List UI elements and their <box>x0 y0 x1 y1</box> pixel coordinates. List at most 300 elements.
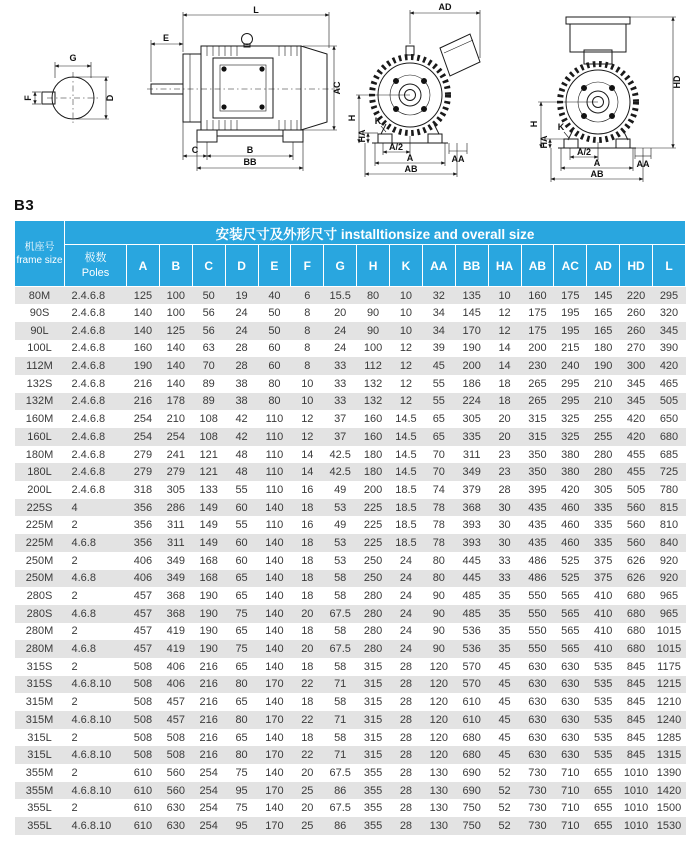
table-row <box>15 605 686 623</box>
dim-label-h: H <box>347 114 357 122</box>
dimension-cell: 160 <box>133 342 153 355</box>
dimension-cell: 550 <box>528 607 547 620</box>
frame-size-cell: 90S <box>29 307 50 320</box>
dimension-cell: 20 <box>498 413 511 426</box>
poles-header-cn: 极数 <box>84 251 107 264</box>
dimension-cell: 295 <box>561 395 580 408</box>
dimension-cell: 12 <box>399 377 413 390</box>
dimension-cell: 28 <box>399 784 413 797</box>
dimension-cell: 379 <box>462 483 481 496</box>
dimension-cell: 355 <box>363 766 383 779</box>
dimension-cell: 90 <box>366 324 380 337</box>
dimension-cell: 920 <box>659 572 679 585</box>
poles-cell: 2.4.6.8 <box>71 360 106 373</box>
dimension-cell: 630 <box>561 696 580 709</box>
dimension-cell: 30 <box>498 501 511 514</box>
dimension-cell: 34 <box>432 324 445 337</box>
dimension-cell: 58 <box>334 590 347 603</box>
dimension-cell: 28 <box>235 360 248 373</box>
dimension-cell: 120 <box>429 731 448 744</box>
dimension-cell: 565 <box>561 590 580 603</box>
column-header-k: K <box>390 245 423 287</box>
dimension-cell: 130 <box>429 802 448 815</box>
dimension-cell: 8 <box>304 360 311 373</box>
dimension-cell: 28 <box>399 678 413 691</box>
frame-size-cell: 250M <box>25 572 54 585</box>
dimension-cell: 190 <box>462 342 481 355</box>
poles-header <box>65 245 127 287</box>
dimension-cell: 110 <box>265 430 284 443</box>
table-row <box>15 304 686 322</box>
dimension-cell: 254 <box>199 819 218 832</box>
dimension-cell: 630 <box>561 713 580 726</box>
dimension-cell: 1285 <box>656 731 682 744</box>
dimension-cell: 550 <box>528 625 547 638</box>
column-header-f: F <box>291 245 324 287</box>
dimension-cell: 112 <box>364 360 382 373</box>
dimension-cell: 393 <box>462 519 481 532</box>
dimension-cell: 315 <box>363 678 383 691</box>
dimension-cell: 28 <box>498 483 511 496</box>
dimension-cell: 410 <box>594 590 613 603</box>
dimension-cell: 120 <box>429 713 448 726</box>
dimension-cell: 170 <box>265 819 284 832</box>
poles-cell: 4 <box>71 501 78 514</box>
dimension-cell: 45 <box>498 696 511 709</box>
dimension-cell: 18.5 <box>395 501 417 514</box>
dimension-cell: 78 <box>432 536 445 549</box>
dimension-cell: 486 <box>528 554 547 567</box>
dimension-cell: 89 <box>202 377 215 390</box>
dimension-cell: 24 <box>399 572 413 585</box>
dimension-cell: 254 <box>199 802 218 815</box>
dimension-cell: 315 <box>363 696 383 709</box>
dimension-cell: 349 <box>462 466 481 479</box>
dimension-cell: 508 <box>133 696 153 709</box>
dimension-cell: 45 <box>498 678 511 691</box>
dimension-cell: 22 <box>301 678 314 691</box>
column-header-c: C <box>192 245 225 287</box>
dimension-cell: 730 <box>528 819 547 832</box>
dimension-cell: 90 <box>432 590 445 603</box>
dimension-cell: 318 <box>133 483 153 496</box>
frame-size-cell: 315L <box>27 749 52 762</box>
dimension-cell: 140 <box>265 643 284 656</box>
dimension-cell: 58 <box>334 731 347 744</box>
dimension-cell: 311 <box>167 519 185 532</box>
dimension-cell: 35 <box>498 643 511 656</box>
dimension-cell: 38 <box>235 395 248 408</box>
dimension-cell: 435 <box>528 501 547 514</box>
dimension-cell: 56 <box>202 324 215 337</box>
table-row <box>15 516 686 534</box>
dimension-cell: 18 <box>301 660 314 673</box>
dimension-cell: 279 <box>133 466 153 479</box>
dimension-cell: 295 <box>659 289 679 302</box>
table-row <box>15 587 686 605</box>
dimension-table-body <box>15 287 686 835</box>
dimension-cell: 53 <box>334 554 347 567</box>
dimension-cell: 710 <box>561 802 580 815</box>
dimension-cell: 410 <box>594 643 613 656</box>
dimension-cell: 570 <box>462 660 481 673</box>
dimension-cell: 265 <box>528 377 547 390</box>
column-header-ac: AC <box>554 245 587 287</box>
table-row <box>15 463 686 481</box>
dimension-cell: 18 <box>301 536 314 549</box>
dimension-cell: 10 <box>301 395 314 408</box>
frame-size-cell: 132S <box>26 377 53 390</box>
dimension-cell: 71 <box>334 678 347 691</box>
dimension-cell: 110 <box>265 466 284 479</box>
dimension-cell: 120 <box>429 749 448 762</box>
dimension-cell: 419 <box>166 643 185 656</box>
column-header-g: G <box>324 245 357 287</box>
dimension-cell: 80 <box>268 395 281 408</box>
dimension-cell: 335 <box>594 519 613 532</box>
dimension-cell: 180 <box>363 448 383 461</box>
dimension-cell: 305 <box>594 483 613 496</box>
dimension-cell: 175 <box>528 307 547 320</box>
dimension-cell: 355 <box>363 819 383 832</box>
dimension-cell: 90 <box>366 307 380 320</box>
frame-size-header-en: frame size <box>16 254 63 266</box>
frame-size-cell: 90L <box>30 324 49 337</box>
dimension-cell: 1210 <box>656 696 682 709</box>
dimension-cell: 1015 <box>656 643 682 656</box>
dimension-cell: 1010 <box>623 766 649 779</box>
dimension-cell: 254 <box>133 430 153 443</box>
dimension-cell: 250 <box>363 554 383 567</box>
dimension-cell: 24 <box>399 590 413 603</box>
dimension-cell: 86 <box>334 784 347 797</box>
dimension-cell: 10 <box>399 324 413 337</box>
frame-size-cell: 315L <box>27 731 52 744</box>
dimension-cell: 710 <box>561 766 580 779</box>
dimension-cell: 33 <box>334 377 347 390</box>
frame-size-cell: 315M <box>25 696 54 709</box>
dimension-cell: 24 <box>334 324 347 337</box>
dimension-cell: 56 <box>202 307 215 320</box>
table-row <box>15 340 686 358</box>
dimension-cell: 315 <box>363 731 383 744</box>
poles-cell: 2.4.6.8 <box>71 483 106 496</box>
dimension-cell: 280 <box>363 643 383 656</box>
dimension-cell: 350 <box>528 448 547 461</box>
dimension-cell: 48 <box>235 466 248 479</box>
dimension-cell: 28 <box>399 766 413 779</box>
dimension-cell: 100 <box>166 289 185 302</box>
dimension-cell: 28 <box>399 713 413 726</box>
dimension-cell: 132 <box>363 377 383 390</box>
table-row <box>15 640 686 658</box>
dimension-cell: 160 <box>363 430 383 443</box>
column-header-row <box>15 245 686 287</box>
dim-label-aa2: AA <box>636 159 650 169</box>
dimension-cell: 570 <box>462 678 481 691</box>
dimension-cell: 525 <box>561 572 580 585</box>
dimension-cell: 19 <box>235 289 248 302</box>
dimension-cell: 18 <box>301 731 314 744</box>
poles-cell: 2 <box>71 696 78 709</box>
dimension-cell: 60 <box>235 536 248 549</box>
dimension-cell: 375 <box>594 554 613 567</box>
dim-label-bb: BB <box>243 157 257 167</box>
column-header-l: L <box>653 245 686 287</box>
dimension-cell: 465 <box>659 377 679 390</box>
dimension-cell: 140 <box>265 766 284 779</box>
dimension-cell: 420 <box>561 483 580 496</box>
dimension-cell: 535 <box>594 660 613 673</box>
dimension-cell: 270 <box>626 342 646 355</box>
dimension-cell: 140 <box>265 554 284 567</box>
dimension-cell: 120 <box>429 660 448 673</box>
dimension-cell: 1010 <box>623 784 649 797</box>
poles-cell: 4.6.8.10 <box>71 819 112 832</box>
dimension-cell: 53 <box>334 501 347 514</box>
dimension-cell: 90 <box>432 607 445 620</box>
column-header-a: A <box>127 245 160 287</box>
dimension-cell: 406 <box>133 554 153 567</box>
dimension-cell: 195 <box>561 324 580 337</box>
dimension-cell: 279 <box>133 448 153 461</box>
dim-label-e: E <box>162 33 170 43</box>
dimension-cell: 24 <box>334 342 347 355</box>
frame-size-cell: 80M <box>28 289 51 302</box>
dimension-cell: 24 <box>399 554 413 567</box>
frame-size-cell: 200L <box>27 483 52 496</box>
dimension-cell: 28 <box>399 749 413 762</box>
dimension-cell: 250 <box>363 572 383 585</box>
dimension-cell: 395 <box>528 483 547 496</box>
dimension-cell: 170 <box>265 678 284 691</box>
dimension-cell: 24 <box>235 307 248 320</box>
table-header <box>15 221 686 287</box>
dimension-cell: 460 <box>561 501 580 514</box>
dimension-cell: 20 <box>334 307 347 320</box>
dimension-cell: 630 <box>561 749 580 762</box>
dimension-cell: 67.5 <box>329 802 351 815</box>
dimension-cell: 610 <box>133 802 153 815</box>
dimension-cell: 920 <box>659 554 679 567</box>
dimension-cell: 178 <box>166 395 185 408</box>
dimension-cell: 680 <box>462 731 481 744</box>
dimension-cell: 80 <box>235 749 248 762</box>
dimension-cell: 315 <box>363 713 383 726</box>
dimension-cell: 170 <box>462 324 481 337</box>
dim-label-ab: AB <box>404 164 418 174</box>
dimension-cell: 18.5 <box>395 536 417 549</box>
dimension-cell: 210 <box>594 395 613 408</box>
dimension-cell: 35 <box>498 625 511 638</box>
dimension-cell: 457 <box>133 607 153 620</box>
dim-label-a2: A <box>593 158 601 168</box>
frame-size-cell: 280M <box>25 643 54 656</box>
dimension-cell: 845 <box>626 660 646 673</box>
dimension-cell: 52 <box>498 802 511 815</box>
dimension-cell: 486 <box>528 572 547 585</box>
table-row <box>15 729 686 747</box>
dimension-cell: 75 <box>235 802 248 815</box>
dimension-cell: 18 <box>301 625 314 638</box>
dimension-cell: 24 <box>235 324 248 337</box>
dimension-cell: 25 <box>301 819 314 832</box>
dimension-cell: 80 <box>235 713 248 726</box>
dimension-cell: 815 <box>659 501 679 514</box>
dimension-cell: 730 <box>528 766 547 779</box>
dimension-cell: 311 <box>462 448 481 461</box>
dimension-cell: 58 <box>334 572 347 585</box>
dimension-cell: 132 <box>363 395 383 408</box>
dimension-cell: 190 <box>594 360 613 373</box>
dimension-cell: 410 <box>594 607 613 620</box>
dimension-cell: 460 <box>561 536 580 549</box>
dimension-cell: 168 <box>199 572 218 585</box>
dimension-cell: 34 <box>432 307 445 320</box>
dimension-cell: 110 <box>265 413 284 426</box>
dimension-cell: 58 <box>334 660 347 673</box>
dimension-cell: 12 <box>301 413 314 426</box>
column-header-hd: HD <box>620 245 653 287</box>
dimension-cell: 55 <box>235 519 248 532</box>
dimension-cell: 168 <box>199 554 218 567</box>
dimension-cell: 630 <box>528 660 547 673</box>
frame-size-cell: 225M <box>25 519 54 532</box>
dim-label-ha2: HA <box>539 135 549 149</box>
dimension-cell: 200 <box>363 483 383 496</box>
dimension-cell: 71 <box>334 749 347 762</box>
dimension-cell: 216 <box>199 713 218 726</box>
dimension-cell: 45 <box>432 360 445 373</box>
dimension-cell: 89 <box>202 395 215 408</box>
dimension-cell: 140 <box>133 324 153 337</box>
dimension-cell: 311 <box>167 536 185 549</box>
dimension-cell: 508 <box>133 660 153 673</box>
dim-label-aa: AA <box>451 154 465 164</box>
frame-size-cell: 355L <box>27 802 52 815</box>
dimension-cell: 508 <box>166 749 185 762</box>
dimension-cell: 32 <box>432 289 445 302</box>
dimension-cell: 80 <box>366 289 380 302</box>
dimension-cell: 550 <box>528 590 547 603</box>
dimension-cell: 630 <box>528 713 547 726</box>
table-row <box>15 287 686 305</box>
dimension-cell: 160 <box>528 289 547 302</box>
dimension-cell: 345 <box>626 395 646 408</box>
dimension-cell: 845 <box>626 678 646 691</box>
dimension-cell: 345 <box>659 324 679 337</box>
dimension-cell: 14 <box>301 448 314 461</box>
dimension-cell: 65 <box>235 731 248 744</box>
dimension-cell: 680 <box>626 607 646 620</box>
dimension-cell: 35 <box>498 590 511 603</box>
dimension-cell: 65 <box>235 590 248 603</box>
dimension-cell: 485 <box>462 590 481 603</box>
dimension-cell: 110 <box>265 448 284 461</box>
dimension-cell: 455 <box>626 448 646 461</box>
poles-cell: 4.6.8 <box>71 607 96 620</box>
dimension-cell: 457 <box>133 625 153 638</box>
dimension-cell: 210 <box>166 413 185 426</box>
dimension-cell: 130 <box>429 819 448 832</box>
dimension-cell: 680 <box>626 625 646 638</box>
dimension-cell: 50 <box>268 324 281 337</box>
frame-size-cell: 315S <box>26 660 53 673</box>
dimension-cell: 690 <box>462 784 481 797</box>
dimension-cell: 20 <box>301 766 314 779</box>
dimension-cell: 24 <box>399 607 413 620</box>
dimension-cell: 410 <box>594 625 613 638</box>
dimension-cell: 280 <box>594 466 613 479</box>
dimension-cell: 149 <box>199 501 218 514</box>
dimension-cell: 420 <box>626 413 646 426</box>
dimension-cell: 22 <box>301 713 314 726</box>
dimension-cell: 260 <box>626 307 646 320</box>
dimension-cell: 37 <box>334 413 347 426</box>
frame-size-cell: 100L <box>27 342 52 355</box>
dimension-cell: 65 <box>235 660 248 673</box>
dimension-cell: 255 <box>594 430 613 443</box>
dimension-cell: 23 <box>498 448 511 461</box>
dimension-cell: 18.5 <box>395 483 417 496</box>
dimension-cell: 393 <box>462 536 481 549</box>
dimension-cell: 315 <box>528 413 547 426</box>
dimension-cell: 24 <box>399 643 413 656</box>
dimension-cell: 225 <box>363 536 383 549</box>
dimension-cell: 508 <box>133 731 153 744</box>
dimension-cell: 356 <box>133 536 153 549</box>
dimension-cell: 90 <box>432 625 445 638</box>
dimension-cell: 45 <box>498 749 511 762</box>
dimension-cell: 320 <box>659 307 679 320</box>
dimension-cell: 180 <box>363 466 383 479</box>
dimension-cell: 255 <box>594 413 613 426</box>
dimension-cell: 655 <box>594 802 613 815</box>
dimension-cell: 24 <box>399 625 413 638</box>
dimension-cell: 710 <box>561 784 580 797</box>
frame-size-cell: 132M <box>25 395 54 408</box>
dimension-cell: 140 <box>265 572 284 585</box>
dimension-cell: 95 <box>235 819 248 832</box>
dim-label-ab2: AB <box>590 169 604 179</box>
dimension-cell: 20 <box>301 607 314 620</box>
dimension-cell: 28 <box>399 660 413 673</box>
dimension-cell: 8 <box>304 307 311 320</box>
dimension-cell: 225 <box>363 501 383 514</box>
dimension-cell: 508 <box>166 731 185 744</box>
dimension-cell: 25 <box>301 784 314 797</box>
dimension-cell: 70 <box>432 466 445 479</box>
poles-cell: 2 <box>71 766 78 779</box>
dimension-cell: 535 <box>594 731 613 744</box>
dimension-cell: 215 <box>561 342 580 355</box>
dimension-cell: 65 <box>432 413 445 426</box>
table-row <box>15 428 686 446</box>
poles-cell: 2.4.6.8 <box>71 324 106 337</box>
dim-label-l: L <box>253 5 259 15</box>
dimension-cell: 20 <box>301 802 314 815</box>
dimension-cell: 121 <box>199 466 218 479</box>
table-row <box>15 817 686 835</box>
dimension-cell: 60 <box>235 554 248 567</box>
dimension-cell: 140 <box>265 536 284 549</box>
dimension-cell: 560 <box>626 536 646 549</box>
dimension-cell: 845 <box>626 696 646 709</box>
column-header-bb: BB <box>455 245 488 287</box>
dimension-cell: 750 <box>462 819 481 832</box>
dimension-cell: 349 <box>166 554 185 567</box>
dimension-cell: 42.5 <box>329 466 351 479</box>
